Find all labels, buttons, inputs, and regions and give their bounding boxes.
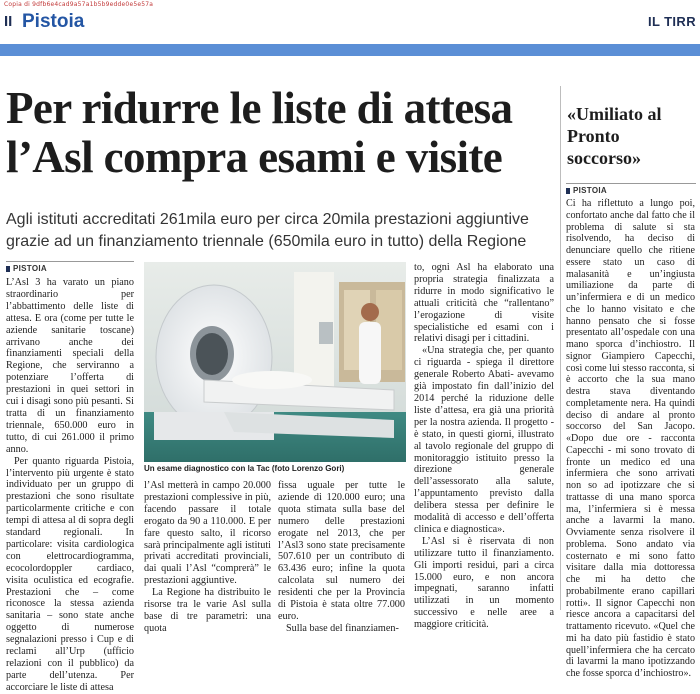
- subheadline: [6, 209, 558, 253]
- article-kicker: [6, 261, 134, 273]
- kicker-label: PISTOIA: [573, 186, 607, 195]
- headline: [6, 84, 558, 182]
- article-column-4: [414, 262, 554, 631]
- paragraph: Per quanto riguarda Pistoia, l’intervento più urgente è stato individuato per un gruppo di prestazioni che sono risultate particolarmente critiche e con tempi di attesa al di sopra degli standard regionali. In particolare: visita cardiologica con elettrocardiogramma, ecocolordoppler cardiaco, visita oculistica ed ecografie. Prestazioni che – come riconosce la stessa azienda sanitaria – sono state anche oggetto di numerose segnalazioni presso i Cup e di reclami all’Urp (ufficio relazioni con il pubblico) da parte dell’utenza. Per accorciare le liste di attesa: [6, 455, 134, 693]
- paragraph: «Una strategia che, per quanto ci riguarda - spiega il direttore generale Roberto Abati- avevamo già impostato fin dall’inizio del 2014 perché la riduzione delle liste d’attesa, era già una priorità per la nostra azienda. Il progetto - è stato, in questi giorni, illustrato al tavolo regionale del gruppo di monitoraggio istituito presso la direzione generale dell’assessorato alla salute, l’appuntamento previsto dalla delibera stessa per definire le modalità di accesso e dell’offerta clinica e diagnostica».: [414, 345, 554, 535]
- photo-illustration: [144, 262, 406, 462]
- header-rule: [0, 44, 700, 56]
- masthead-fragment: IL TIRR: [647, 14, 696, 29]
- article-column-2: [144, 480, 271, 634]
- paragraph: Ci ha riflettuto a lungo poi, confortato anche dal fatto che il problema di salute si sta risolvendo, ha deciso di denunciare quello che ritiene essere stato un caso di malasanità e un’ingiusta umiliazione da parte di un’infermiera e di un medico che lo hanno visitato e che hanno pensato che si fosse presentato all’ospedale con una mano sporca d’inchiostro. Il signor Giampiero Capecchi, così come lui stesso racconta, si è accorto che la sua mano destra stava diventando completamente nera. Ha quindi deciso di andare al pronto soccorso del San Jacopo. «Dopo due ore - racconta Capecchi - mi sono trovato di fronte un medico ed una infermiera che sono arrivati non so ad ipotizzare che si trattasse di una mano sporca ma, l’infermiera si è messa anche a lavarmi la mano. Ovviamente senza risolvere il problema. Sono andato via costernato e mi sono fatto visitare dalla mia dottoressa che mi ha detto che probabilmente erano capillari rotti». Il signor Capecchi non riesce ancora a capacitarsi del trattamento ricevuto. «Quel che mi ha dato più fastidio è stato quell’infermiera che ha cercato di lavarmi la mano ipotizzando che fosse sporca d’inchiostro».: [566, 198, 695, 679]
- paragraph: to, ogni Asl ha elaborato una propria strategia finalizzata a ridurre in modo significativo le attuali criticità che “rallentano” l’erogazione di visite specialistiche ed esami con i relativi disagi per i cittadini.: [414, 262, 554, 345]
- headline-line-2: l’Asl compra esami e visite: [6, 132, 503, 182]
- paragraph: Sulla base del finanziamen-: [286, 622, 399, 634]
- article-column-1: [6, 277, 134, 693]
- kicker-square-icon: [566, 188, 570, 194]
- headline-line-1: Per ridurre le liste di attesa: [6, 83, 513, 133]
- paragraph: L’Asl 3 ha varato un piano straordinario per l’abbattimento delle liste di attesa. E ora (come per tutte le aziende sanitarie toscane) arrivano anche dei finanziamenti speciali della Regione, che serviranno a potenziare l’offerta di prestazioni in quei settori in cui i disagi sono più pesanti. Si tratta di un finanziamento triennale, 650.000 euro in tutto, di cui 261.000 il primo anno.: [6, 277, 134, 455]
- section-page-mark: II: [4, 13, 13, 30]
- article-column-3: [278, 480, 405, 634]
- photo-caption: Un esame diagnostico con la Tac (foto Lorenzo Gori): [144, 464, 345, 473]
- paragraph: fissa uguale per tutte le aziende di 120.000 euro; una quota stimata sulla base del numero delle prestazioni erogate nel 2013, che per l’Asl3 sono state precisamente 507.610 per un contributo di 63.436 euro; infine la quota calcolata sul numero dei residenti che per la Provincia di Pistoia è stata oltre 77.000 euro.: [278, 480, 405, 622]
- section-name: Pistoia: [22, 11, 85, 32]
- sidebar-kicker: [566, 183, 696, 195]
- paragraph: La Regione ha distribuito le risorse tra le varie Asl sulla base di tre parametri: una quota: [144, 587, 271, 634]
- subhead-line-1: Agli istituti accreditati 261mila euro per circa 20mila prestazioni aggiuntive: [6, 211, 529, 228]
- subhead-line-2: grazie ad un finanziamento triennale (650mila euro in tutto) della Regione: [6, 233, 527, 250]
- kicker-label: PISTOIA: [13, 264, 47, 273]
- ct-scanner-photo: [144, 262, 406, 462]
- paragraph: L’Asl si è riservata di non utilizzare tutto il finanziamento. Gli importi residui, pari a circa 15.000 euro, e non ancora impegnati, saranno infatti utilizzati in un momento successivo e nelle aree a maggiore criticità.: [414, 535, 554, 631]
- column-divider: [560, 86, 561, 610]
- sidebar-title: «Umiliato al Pronto soccorso»: [567, 104, 662, 168]
- kicker-square-icon: [6, 266, 10, 272]
- section-header: [0, 10, 700, 34]
- sidebar-text: [566, 198, 695, 679]
- copy-watermark: Copia di 9dfb6e4cad9a57a1b5b9edde0e5e57a: [4, 1, 154, 8]
- paragraph: l’Asl metterà in campo 20.000 prestazioni complessive in più, facendo passare il totale erogato da 90 a 110.000. E per fare questo salto, il ricorso sarà principalmente agli istituti privati accreditati provinciali, dai quali l’Asl “comprerà” le prestazioni aggiuntive.: [144, 480, 271, 587]
